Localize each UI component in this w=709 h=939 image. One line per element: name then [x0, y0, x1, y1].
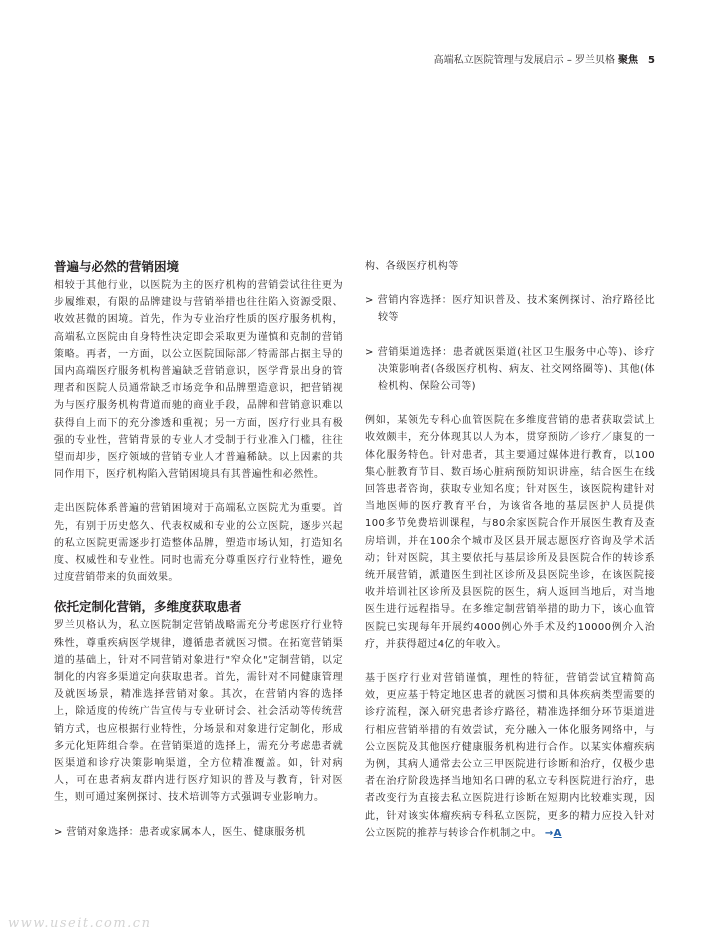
paragraph-efficient-marketing: [365, 670, 655, 842]
arrow-icon: →: [544, 827, 554, 839]
paragraph-escape-dilemma: 走出医院体系普遍的营销困境对于高端私立医院尤为重要。首先，有别于历史悠久、代表权威和专业的公立医院，逐步兴起的私立医院更需逐步打造整体品牌，塑造市场认知，打造知名度、权威性和专业性。同时也需充分尊重医疗行业特性，避免过度营销带来的负面效果。: [54, 503, 343, 584]
bullet-content-selection: > 营销内容选择：医疗知识普及、技术案例探讨、治疗路径比较等: [365, 295, 655, 324]
header-section-label: 聚焦: [618, 55, 639, 66]
paragraph-efficient-marketing-text: 基于医疗行业对营销谨慎，理性的特征，营销尝试宜精简高效，更应基于特定地区患者的就医习惯和具体疾病类型需要的诊疗流程，深入研究患者诊疗路径，精准选择细分环节渠道进行相应营销举措的有效尝试，充分融入一体化服务网络中，与公立医院及其他医疗健康服务机构进行合作。以某实体瘤疾病为例，其病人通常去公立三甲医院进行诊断和治疗，仅极少患者在治疗阶段选择当地知名口碑的私立专科医院进行治疗，患者改变行为直接去私立医院进行诊断在短期内比较难实现，因此，针对该实体瘤疾病专科私立医院，更多的精力应投入针对公立医院的推荐与转诊合作机制之中。: [365, 673, 655, 839]
section-heading-marketing-dilemma: 普遍与必然的营销困境: [54, 259, 180, 274]
page-number: 5: [648, 55, 655, 66]
watermark: www.useit.com.cn: [8, 916, 152, 931]
paragraph-cardiology-example: 例如，某领先专科心血管医院在多维度营销的患者获取尝试上收效颇丰，充分体现其以人为本，贯穿预防／诊疗／康复的一体化服务特色。针对患者，其主要通过媒体进行教育，以100集心脏教育节目、数百场心脏病预防知识讲座，结合医生在线回答患者咨询，获取专业知名度；针对医生，该医院构建针对当地医师的医疗教育平台，为该省各地的基层医护人员提供100多节免费培训课程，与80余家医院合作开展医生教育及查房培训，并在100余个城市及区县开展志愿医疗咨询及学术活动；针对医院，其主要依托与基层诊所及县医院合作的转诊系统开展营销，派遣医生到社区诊所及县医院坐诊，在该医院接收并培训社区诊所及县医院的医生，病人返回当地后，对当地医生进行远程指导。在多维定制营销举措的助力下，该心血管医院已实现每年开展约4000例心外手术及约10000例介入治疗，并获得超过4亿的年收入。: [365, 415, 655, 650]
bullet-channel-selection: > 营销渠道选择：患者就医渠道(社区卫生服务中心等)、诊疗决策影响者(各级医疗机构、病友、社交网络圈等)、其他(体检机构、保险公司等): [365, 346, 655, 393]
paragraph-marketing-dilemma: 相较于其他行业，以医院为主的医疗机构的营销尝试往往更为步履维艰，有限的品牌建设与营销举措也往往陷入资源受限、收效甚微的困境。首先，作为专业治疗性质的医疗服务机构，高端私立医院由自身特性决定即会采取更为谨慎和克制的营销策略。再者，一方面，以公立医院国际部／特需部占据主导的国内高端医疗服务机构普遍缺乏营销意识，医学背景出身的管理者和医院人员通常缺乏市场竞争和品牌塑造意识，把营销视为与医疗服务机构背道而驰的商业手段，品牌和营销意识难以获得自上而下的充分渗透和重视；另一方面，医疗行业具有极强的专业性，营销背景的专业人才受制于行业准入门槛，往往望而却步，医疗领域的营销专业人才普遍稀缺。以上因素的共同作用下，医疗机构陷入营销困境具有其普遍性和必然性。: [54, 280, 343, 481]
end-link[interactable]: A: [553, 827, 562, 839]
left-column: [54, 258, 343, 841]
bullet-target-selection: > 营销对象选择：患者或家属本人，医生、健康服务机: [54, 826, 306, 838]
section-heading-custom-marketing: 依托定制化营销，多维度获取患者: [54, 599, 242, 615]
header-title: 高端私立医院管理与发展启示 – 罗兰贝格: [433, 55, 616, 66]
paragraph-custom-marketing: 罗兰贝格认为，私立医院制定营销战略需充分考虑医疗行业特殊性，尊重疾病医学规律，遵循患者就医习惯。在拓宽营销渠道的基础上，针对不同营销对象进行"窄众化"定制营销，以定制化的内容多渠道定向获取患者。首先，需针对不同健康管理及就医场景，精准选择营销对象。其次，在营销内容的选择上，除适度的传统广告宣传与专业研讨会、社会活动等传统营销方式，也应根据行业特性，分场景和对象进行定制化，形成多元化矩阵组合拳。在营销渠道的选择上，需充分考虑患者就医渠道和诊疗决策影响渠道，全方位精准覆盖。如，针对病人，可在患者病友群内进行医疗知识的普及与教育，针对医生，则可通过案例探讨、技术培训等方式强调专业影响力。: [54, 620, 343, 804]
running-header: [434, 51, 655, 66]
right-column: [365, 258, 655, 842]
bullet-target-selection-continued: 构、各级医疗机构等: [365, 261, 459, 272]
